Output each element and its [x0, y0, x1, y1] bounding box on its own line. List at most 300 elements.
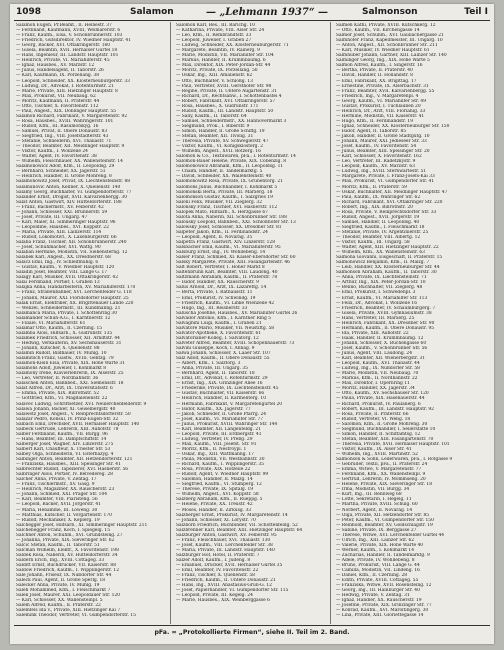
- directory-entry: — Hugo, Kfm., II. Ferdinandstr. 19: [336, 118, 414, 124]
- directory-entry: Salvador Antonio, Kfm., I. Kärntner Ring 5: [176, 315, 271, 321]
- directory-entry: Salbinger Anton, Beamter, XII. Hetzendorferstr. 121: [16, 457, 133, 463]
- directory-entry: — Karl, Musiker, IV. Wiedner Hauptstr. 61: [336, 48, 430, 54]
- directory-entry: Salamar Otto, Kaufm., II. Czerning. 15: [16, 325, 103, 331]
- directory-entry: — Rudolf, Agent, V. Wiedner Hauptstr. 99: [176, 472, 269, 478]
- directory-entry: — Moses, Händler, II. Zirkusg. 33: [176, 507, 252, 513]
- directory-entry: — Rosa, Hausbes., X. Gudrunstr. 171: [176, 103, 259, 109]
- directory-entry: Salawa Johann, Bäcker, XI. Geiselbergstr. 40: [16, 406, 116, 412]
- directory-entry: — Marie, Modistin, VII. Neubaug. 70: [336, 371, 419, 377]
- directory-entry: — Franz, Bäckermstr., XV. Felberstr. 42: [16, 204, 104, 210]
- directory-entry: Saladin Josef, Beamter, VIII. Lange G. 17: [16, 270, 108, 276]
- directory-entry: — Jakob, Händler, II. Große Stadtgutg. 10: [336, 134, 430, 140]
- directory-entry: Saluscha Josefine, Hausbes., XV. Mariahilfer Gürtel 26: [176, 310, 298, 316]
- directory-entry: — Olga, Private, XII. Hetzendorfer Str. 85: [336, 512, 430, 518]
- directory-entry: — Emil, Beamter, IV. Favoritenstr. 22: [176, 568, 259, 574]
- directory-entry: — Ludwig, Ing., XVIII. Sternwartestr. 51: [336, 169, 427, 175]
- directory-entry: — Viktor, Kaufm., III. Ungarg. 58: [336, 240, 410, 246]
- directory-entry: Salaschek Anton, Bahnbed., XXI. Siemensstr. 18: [16, 381, 124, 387]
- directory-entry: — Siegmund, Prok., I. Biberstr. 9: [176, 123, 250, 129]
- directory-entry: Salmonowicz Benjamin, Kfm., II. Malzg. 7: [336, 260, 430, 266]
- directory-entry: — Josef, Kaufm., VI. Mariahilfer Str. 77: [176, 416, 264, 422]
- directory-entry: — Viktor, Kaufm., IX. Alser Str. 41: [336, 446, 412, 452]
- directory-entry: — David, Händler, II. Hollandstr. 8: [336, 73, 413, 79]
- directory-entry: — Leo, Vertreter, III. Radetzkystr. 9: [336, 159, 416, 165]
- directory-entry: — Theresia, Private, XV. Schweglerstr. 47: [176, 139, 269, 145]
- directory-entry: — Norbert, Agent, II. Novarag. 14: [336, 507, 413, 513]
- directory-entry: — Paul, Vertreter, XVIII. Gersthofer Str. 98: [176, 83, 272, 89]
- directory-entry: — Valerie, Private, XIX. Hohe Warte 40: [336, 542, 424, 548]
- directory-entry: — Siegmund, Buchhändler, I. Seilerstätte 10: [336, 426, 436, 432]
- column-3: [336, 23, 485, 623]
- directory-entry: — Theresia, Private, XVII. Hernalser Hauptstr. 101: [336, 441, 450, 447]
- directory-entry: Salomonson Gustav, Kaufm., I. Salzgries 19: [176, 194, 273, 200]
- directory-entry: Salat Alfred, Dr., Arzt, IX. Universitätsstr. 6: [16, 386, 113, 392]
- directory-entry: — Robert, Kaufm., III. Landstr. Hauptstr. 92: [336, 406, 434, 412]
- directory-entry: — Johann, Schmied, XXI. Prager Str. 104: [16, 492, 108, 498]
- directory-entry: — Friedrich, Gutsdirektor, IV. Wiedner Hauptstr. 41: [16, 38, 132, 44]
- directory-entry: — Friedrich, Beamter, IV. Schaumburgerg. 7: [336, 305, 436, 311]
- directory-entry: — Heinrich, Fabrikant, XX. Dresdner Str. 90: [336, 320, 435, 326]
- directory-entry: — Helene, Private, XIX. Sieveringer Str. 18: [336, 482, 433, 488]
- directory-entry: Salacz Emil, Ing., IV. Schleifmühlg. 6: [16, 260, 99, 266]
- directory-entry: Salazar Pedro, Konsul, IV. Prinz-Eugen-Str. 32: [16, 416, 119, 422]
- directory-entry: — Max, Kaufm., VIII. Josefst. Str. 91: [176, 441, 257, 447]
- directory-entry: — Therese, Witwe, XVI. Lerchenfelder Gürtel 44: [336, 532, 445, 538]
- directory-entry: Salzborn Friedrich, Buchbinder, VII. Schottenfeldg. 52: [176, 522, 298, 528]
- directory-entry: — Siegfried, Kaufm., VI. Stumperg. 12: [176, 482, 262, 488]
- directory-entry: — Ignaz, Händler, XX. Rauscherstr. 19: [336, 598, 422, 604]
- directory-entry: Salowsky Josef, Schlosser, XX. Dresdner Str. 81: [176, 224, 282, 230]
- directory-entry: — Gustav, Buchhalter, VII. Kaiserstr. 66: [176, 391, 265, 397]
- directory-entry: — Isidor, Händler, XX. Rauscherstr. 9: [176, 280, 259, 286]
- directory-entry: — Theodor, Beamter, XII. Meidlinger Hauptstr. 9: [16, 144, 125, 150]
- directory-entry: — Josefine, Private, XIX. Grinzinger Str. 77: [336, 603, 432, 609]
- directory-entry: — Margarete, Private, I. Franz-Josefs-Kai 33: [336, 174, 435, 180]
- directory-entry: — Rosa, Hausbes., XVIII. Währingerstr. 101: [16, 118, 114, 124]
- directory-entry: — Anna, Private, III. Ungarg. 35: [176, 366, 248, 372]
- directory-entry: — Wilhelm, Angest., XVII. Rötzerg. 16: [176, 149, 261, 155]
- directory-entry: — Franz, Straßenbahner, XVI. Lerchenfelder G. 118: [16, 290, 132, 296]
- directory-entry: — Emanuel, Drucker, XVII. Hernalser Gürtel 35: [176, 563, 283, 569]
- directory-entry: Salditt Ernst, Buchdrucker, VII. Kaiserstr. 88: [16, 563, 117, 569]
- directory-entry: — Wilhelm, Ing., XVIII. Martinstr. 52: [336, 451, 418, 457]
- directory-entry: — Ferdinand, Kfm., XX. Wallensteinpl. 9: [336, 472, 426, 478]
- directory-entry: — Stefanie, Schneiderin, XVI. Thaliastr. 71: [16, 139, 112, 145]
- directory-entry: — Richard, Kaufm., I. Wipplingerstr. 35: [176, 462, 264, 468]
- directory-entry: Salemfels Ida v., Private, XIII. Hietzinger Kai 7: [16, 608, 121, 614]
- directory-entry: — Rudolf, Mechaniker, X. Keplerg. 19: [16, 517, 100, 523]
- directory-entry: Salomonowitz Rosa, Private, IX. Grünentorg. 21: [176, 179, 283, 185]
- directory-entry: — Ludwig, Dr., Advokat, I. Rotenturmstr. 21: [16, 83, 114, 89]
- directory-entry: — Emil, Prokurist, I. Schwedenpl. 3: [336, 290, 416, 296]
- directory-entry: — Simon, Händler, II. Große Schiffg. 19: [176, 128, 265, 134]
- directory-entry: — Isaak, Händler, II. Krummbaumg. 12: [336, 335, 424, 341]
- directory-entry: — Leopold, Schneider, XX. Klosterneuburgerstr. 33: [16, 78, 130, 84]
- directory-entry: Salomons Julius, Buchhändler, I. Kohlmarkt 5: [176, 184, 278, 190]
- directory-entry: Salberger Josef, Wagner, XIV. Linzerstr. 275: [16, 441, 114, 447]
- directory-entry: — Hans, Ing., XVIII. Anastasius-Grün-G. 12: [176, 583, 272, 589]
- directory-entry: — Wenzel, Schneidermstr., III. Kundmanng. 21: [16, 305, 121, 311]
- directory-entry: — Samuel, Privat, II. Obere Donaustr. 83: [16, 128, 108, 134]
- directory-entry: — Bernhard, Agent, II. Taborstr. 18: [176, 371, 255, 377]
- directory-entry: Salamon-Klein Elsa, Private, XIX. Hohe Warte 31: [16, 361, 125, 367]
- directory-entry: — Friedrich, Ing., V. Margaretenpl. 4: [336, 93, 419, 99]
- header-part: Teil I: [464, 7, 488, 17]
- directory-entry: — Leopold, Kaufm., XV. Märzstr. 63: [336, 164, 415, 170]
- directory-entry: — Felix, Dr., Advokat, I. Wollzeile 16: [336, 300, 418, 306]
- directory-entry: — Georg, Ing., III. Hainburger Str. 40: [336, 588, 420, 594]
- directory-entry: — Matthias, Kutscher, II. Vorgartenstr. 170: [16, 512, 112, 518]
- directory-entry: — Johann, Kutscher, X. Quellenstr. 88: [16, 346, 100, 351]
- directory-entry: — Robert, Ing., XIX. Billrothstr. 20: [336, 204, 413, 210]
- directory-entry: Salt Robert, Vertreter, I. Hoher Markt 8: [176, 265, 265, 271]
- directory-entry: — Ludwig, Ing., IX. Nußdorfer Str. 58: [336, 366, 420, 372]
- directory-entry: — Walter, Agent, XIII. Hietzinger Hauptstr. 22: [336, 245, 439, 251]
- directory-entry: — Karl, Beamter, XII. Wienerbergstr. 31: [336, 356, 426, 362]
- directory-entry: Salber Ferdinand, Kaufm., VII. Burgg. 96: [16, 431, 108, 437]
- directory-entry: Salser Franz, Schmied, XI. Kaiser-Ebersdorfer Str. 60: [176, 255, 296, 261]
- directory-entry: — Simon, Händler, II. Schiffamtsg. 12: [336, 431, 421, 437]
- directory-entry: — David, Schneider, XX. Wallensteinstr. 40: [176, 174, 272, 180]
- directory-entry: — Hans, Vertreter, III. Marxerg. 25: [336, 315, 415, 321]
- directory-entry: — Johanna, Private, XIX. Sieveringer Str. 62: [16, 537, 115, 543]
- directory-entry: — Stefan, Beamter, XII. Tivolig. 31: [176, 134, 254, 140]
- header-title: — „Lehmann 1937“ —: [206, 7, 329, 18]
- directory-entry: — Max, Direktor, I. Opernring 11: [336, 381, 410, 387]
- directory-entry: Salmonson & Sohn, Lederwaren, pFa., I. Rotgasse 9: [336, 457, 453, 463]
- directory-entry: — Max, Prokurist, VI. Gumpendorfer Str. 41: [336, 179, 435, 185]
- directory-entry: — Ernestine, Private, IX. Alserbachstr. 31: [336, 83, 429, 89]
- directory-entry: Salbrechter Rudolf, Tapezierer, XVI. Hasnerstr. 56: [16, 467, 129, 473]
- directory-entry: — Katharina, Private, VIII. Alser Str. 24: [176, 28, 265, 34]
- directory-entry: — Martha, Private, XVIII. Schulg. 60: [336, 502, 418, 508]
- directory-entry: Saltzmann Abraham, Kaufm., II. Praterstr. 78: [176, 275, 278, 281]
- directory-entry: — Franz, Beamter, XVII. Kalvarienbergg. 55: [336, 88, 435, 94]
- directory-entry: — Otto, Kaufm., XV. Sechshauser Str. 120: [336, 391, 429, 397]
- directory-entry: Salamek Friedrich, Schlosser, XII. Arndtstr. 44: [16, 335, 120, 341]
- directory-entry: Salamanca Maria, Private, I. Schottenring 30: [16, 310, 118, 316]
- directory-entry: — Leopold, Agent, II. Novarag. 35: [176, 234, 253, 240]
- directory-entry: — Wilhelm, Kfm., XX. Wallensteinstr. 63: [336, 250, 425, 256]
- directory-entry: Salpeter Jakob, Kfm., II. Ferdinandstr. 24: [176, 229, 268, 235]
- directory-entry: Salagy Karl, Musiker, XVII. Ottakringerstr. 42: [16, 275, 118, 281]
- directory-entry: — Ulrich, Ing., XIII. Lainzer Str. 62: [336, 537, 415, 543]
- directory-entry: — Rosa, Private, II. Praterstr. 66: [336, 411, 409, 417]
- directory-entry: Salmhofer Franz, Kapellmeister, III. Ungarg. 10: [336, 38, 443, 44]
- directory-entry: — Oskar, Buchhalter, XII. Meidlinger Hauptstr. 47: [336, 189, 448, 195]
- directory-entry: — Siegfried, Kaufm., I. Fleischmarkt 18: [336, 224, 425, 230]
- directory-entry: Salopek Mato, Hilfsarb., X. Herzgasse 67: [176, 209, 268, 215]
- directory-entry: — Gustav, Kaufm., V. Wiedner Hauptstr. 120: [16, 265, 115, 271]
- directory-entry: — Paula, Private, XIX. Hasenauerstr. 44: [336, 396, 425, 402]
- directory-entry: Salamony Irene, Klavierlehrerin, IX. Alserstr. 25: [16, 371, 124, 377]
- directory-entry: — Leo, Kfm., II. Rembrandtstr. 33: [176, 33, 252, 39]
- directory-entry: — Leopold, Private, III. Kegelg. 24: [176, 593, 253, 599]
- directory-entry: — Konrad, Kaufm., XVI. Maroltingerg. 30: [336, 608, 429, 614]
- directory-entry: — Hedwig, Private, V. Zentag. 31: [336, 593, 410, 599]
- directory-entry: — Ernst, Kaufm., VI. Mariahilfer Str. 113: [336, 295, 428, 301]
- directory-entry: — Isidor, Agent, II. Taborstr. 85: [336, 128, 407, 134]
- directory-entry: Saleck Paul, Agent, II. Große Sperlg. 18: [16, 578, 106, 584]
- directory-entry: — Karl, Kaufmann, IX. Porzellang. 38: [16, 73, 100, 79]
- directory-entry: — Sabine, Private, IX. Berggasse 27: [336, 527, 417, 533]
- directory-entry: Salander Ernst, Drogist, XVII. Kalvarienbergg. 30: [16, 194, 127, 200]
- directory-entry: Salem Alfred, Kaufm., II. Praterstr. 22: [16, 603, 101, 609]
- directory-entry: Salomonski Berta, Private, III. Marxerg. 18: [176, 189, 273, 195]
- directory-entry: — Paula, Modistin, VII. Westbahnstr. 30: [176, 457, 265, 463]
- directory-entry: — Friedrich, Kaufm., II. Untere Donaustr. 21: [176, 578, 276, 584]
- directory-entry: Salvagnini Luigi, Kaufm., I. Graben 21: [176, 320, 262, 326]
- directory-entry: — Samuel, Schneidermstr., XX. Hannovermarkt 3: [176, 118, 287, 124]
- directory-entry: Salat Anton, Gastwirt, XIV. Hütteldorferstr. 188: [16, 199, 122, 205]
- directory-entry: Salvatorianer-Kolleg, I. Salvatorg. 12: [176, 335, 259, 341]
- directory-entry: — Markus, Kfm., II. Nordbahnstr. 22: [336, 376, 418, 382]
- directory-entry: — Rosa, Private, XIX. Hofzeile 22: [176, 467, 251, 473]
- directory-entry: — Maria, Private, III. Landstr. Hauptstr. 140: [176, 547, 275, 553]
- directory-entry: — Leopoldine, Hausbes., XVI. Koppstr. 22: [16, 224, 109, 230]
- directory-entry: Salveter Alfred, Beamter, XVIII. Schopenhauerstr. 73: [176, 340, 295, 346]
- page-number: 1098: [16, 7, 42, 17]
- directory-entry: — Anton, Angest., XII. Schönbrunner Str. 211: [336, 43, 438, 49]
- directory-entry: — Franz, Tischler, X. Quellenstr. 58: [176, 573, 255, 579]
- directory-entry: — Josef, Kaufm., V. Schönbrunner Str. 56: [336, 346, 428, 351]
- directory-entry: Salz Adolf, Kaufm., II. Obere Donaustr. 55: [176, 356, 270, 362]
- directory-entry: — Franz, Tischlermstr., XV. Gasg. 9: [16, 482, 95, 488]
- directory-entry: Salbey Olga, Schneiderin, VI. Esterhazyg. 4: [16, 451, 114, 457]
- directory-entry: — Hugo, Ing., III. Reisnerstr. 33: [176, 305, 248, 311]
- directory-entry: Salminger Georg, Ing., XIX. Hohe Warte 5: [336, 58, 430, 64]
- directory-entry: Salvatore Mario, Musiker, VII. Neustiftg. 58: [176, 325, 275, 331]
- directory-entry: — Reinhold, Beamter, XV. Goldschlagstr. 19: [336, 522, 433, 528]
- directory-entry: — Johann, Schlosser, XXI. Brünnerstr. 59: [16, 209, 108, 215]
- directory-entry: Salsburg Ernst, Ing., IV. Wohllebeng. 14: [176, 250, 266, 256]
- directory-entry: — Therese, Private, IX. Spitalg. 19: [176, 487, 254, 493]
- directory-entry: — Emma, Witwe, V. Margaretenstr. 77: [336, 467, 422, 473]
- directory-entry: Salomon-Bauer Helene, Private, XIX. Cobenzlg. 8: [176, 159, 287, 165]
- directory-entry: — Hermine, Modistin, VII. Kaiserstr. 41: [336, 113, 425, 119]
- directory-entry: Salsbacher Emil, Kaufm., VI. Mariahilferstr. 95: [176, 245, 281, 251]
- directory-entry: Salzbrenner Karl, Beamter, XIII. Hietzinger Hauptstr. 64: [176, 527, 303, 533]
- directory-entry: Salvator-Apotheke, X. Favoritenstr. 61: [176, 330, 262, 336]
- directory-entry: — Richard, Dr., Rechtsanw., I. Schottenbastei 4: [176, 93, 282, 99]
- directory-entry: — Gisela, Private, XVIII. Gymnasiumstr. 38: [336, 310, 432, 316]
- directory-entry: Salbringer Alois, Portier, IV. Belvedereg. 28: [16, 472, 113, 478]
- directory-entry: Salaban Hermine, Modistin, VII. Siebensterng. 12: [16, 250, 128, 256]
- directory-entry: — Benno, Buchhalter, VII. Zieglerg. 48: [336, 285, 423, 291]
- directory-entry: — Rudolf, Kaufm., III. Landstr. Hauptstr. 50: [176, 108, 274, 114]
- directory-entry: — Bertha, Private, II. Praterstr. 40: [336, 68, 413, 74]
- directory-entry: — Heinrich, Private, VI. Mariahilferstr. 45: [16, 58, 110, 64]
- directory-entry: — Karl, Maler, XI. Simmeringer Hauptstr. 96: [16, 219, 116, 225]
- directory-entry: — Johann, Maurer, XXI. Floridsdorfer Hauptstr. 25: [16, 295, 129, 301]
- directory-entry: Salamon Eugen, Pr.Beamt., II. Heinestr. 37: [16, 23, 112, 28]
- directory-entry: — Heinrich, Magaziner, XX. Rauscherstr. 23: [16, 487, 115, 493]
- directory-entry: Salchner Anton, Schuhm., XVI. Grundsteing. 27: [16, 532, 123, 538]
- directory-entry: Salak Ernst, Elektriker, XX. Brigittenauer Lände 220: [16, 300, 134, 306]
- directory-entry: Salmon Alfred, Kaufm., I. Singerstr. 16: [336, 63, 423, 69]
- directory-entry: — Georg, Bäcker, XVI. Ottakringerstr. 160: [16, 43, 111, 49]
- directory-entry: Saloni Felix, Musiker, VII. Zieglerg. 32: [176, 199, 263, 205]
- directory-entry: — Bernhard, Schneider, XX. Jägerstr. 51: [16, 169, 106, 175]
- directory-entry: — Marie, Private, XIII. Hietzinger Hauptstr. 8: [16, 88, 118, 94]
- directory-entry: — Julius, Agent, VIII. Laudong. 24: [336, 351, 413, 357]
- header-right-word: Salmonson: [362, 7, 418, 17]
- directory-entry: Salai Ferdinand, Portier, I. Graben 13: [16, 280, 100, 286]
- directory-entry: — Helene, Private, XX. Treustr. 42: [176, 502, 253, 508]
- directory-entry: — Josef, Papierhändler, VI. Gumpendorfer Str. 115: [176, 588, 289, 594]
- directory-entry: — Karl, Schlosser, X. Favoritenstr. 162: [336, 154, 422, 160]
- directory-entry: — Emma, Private, XIX. Billrothstr. 52: [16, 391, 99, 397]
- directory-entry: Salmhuber Johann, Gärtner, XIII. Lainzer Str. 140: [336, 53, 447, 59]
- directory-entry: Salamon Richard, Fabrikant, V. Margaretenstr. 92: [16, 113, 128, 119]
- directory-entry: — Kurt, Ing., III. Rennweg 68: [336, 492, 402, 498]
- directory-entry: — Max, Prokurist, VII. Neubaug. 62: [16, 93, 96, 99]
- directory-entry: — Julius, Beamter, XIII. Speisinger Str. 20: [336, 149, 430, 155]
- directory-entry: Salavec Ludwig, Schriftsetzer, XVI. Neulerchenfelderstr. 9: [16, 401, 147, 407]
- directory-entry: Salzberger Ernst, Prokurist, IV. Margaretenstr. 14: [176, 512, 288, 518]
- directory-entry: — Hans, Ingenieur, III. Landstr. Hauptstr. 101: [16, 53, 119, 59]
- directory-entry: — Samuel, Händler, II. Leopoldsg. 40: [336, 219, 420, 225]
- directory-entry: Salamba Alois, Hilfsarb., X. Gudrunstr. 135: [16, 330, 113, 336]
- directory-entry: — Hermann, Kaufm., II. Obere Donaustr. 95: [336, 325, 435, 331]
- directory-entry: — Otto, Kaufm., VII. Kirchengasse 14: [336, 28, 420, 34]
- directory-entry: Salzburger Anton, Gastwirt, XV. Felberstr. 95: [176, 532, 277, 538]
- directory-entry: — Camilla, Modistin, VII. Lindeng. 16: [336, 568, 420, 574]
- directory-entry: Salousky Leopold, Bahnbed., XXI. Schloßhofer Str. 13: [176, 219, 296, 225]
- directory-entry: Saleh Mohammed, Kfm., I. Fleischmarkt 7: [16, 588, 111, 594]
- directory-entry: Salomon & Co., Textilwaren, pFa., I. Rotenturmstr. 14: [176, 154, 296, 160]
- column-2: [176, 23, 325, 623]
- directory-entry: — Johann, Schlosser, XI. Lorystr. 70: [176, 517, 256, 523]
- directory-entry: Salbeck Gertrude, Lehrerin, XIII. Auhofstr. 78: [16, 426, 119, 432]
- header-left-word: Salamon: [130, 7, 174, 17]
- directory-entry: — Daniel, Kfm., II. Czerning. 28: [336, 573, 408, 579]
- directory-entry: Salmer Josef, Schuhm., XVI. Gaullachergasse 21: [336, 33, 444, 39]
- directory-entry: Salmonson Abraham, Kaufm., II. Taborstr. 30: [336, 270, 437, 276]
- directory-entry: Sale Johann, Friseur, IX. Nußdorfer Str. 44: [16, 573, 112, 579]
- directory-entry: — Peter, Kaufm., VI. Gumpendorfer Str. 150: [336, 517, 434, 523]
- directory-entry: Salbert Karl, Chauffeur, X. Triester Str. 53: [16, 446, 111, 452]
- directory-entry: — Franziska, Hausbes., XIII. Speisinger Str. 41: [16, 462, 121, 468]
- directory-entry: — Paul, Kaufm., IX. Währinger Str. 62: [336, 194, 421, 200]
- directory-entry: — Karl, Beamter, VIII. Piaristeng. 56: [16, 497, 98, 503]
- directory-entry: — Hans, Beamter, III. Dampfschiffstr. 14: [16, 436, 107, 442]
- directory-entry: — Gertrud, Lehrerin, IV. Mommseng. 20: [336, 477, 426, 483]
- directory-entry: — Heinrich, Händler, II. Karmeliterg. 10: [176, 396, 266, 402]
- directory-entry: — Heinrich, Dr., Arzt, VIII. Florianig. 33: [336, 108, 426, 114]
- directory-entry: Salonsky Franz, Tischler, XVI. Hasnerstr. 112: [176, 204, 278, 210]
- directory-entry: — Isidor, Kaufm., XX. Jägerstr. 77: [176, 406, 251, 412]
- directory-entry: — Paul, Angest., XIX. Döblinger Hauptstr. 55: [16, 108, 116, 114]
- directory-entry: Saltenbrunn Karl, Beamter, VIII. Laudong. 40: [176, 270, 278, 276]
- directory-entry: — Emil, Fabrikant, XX. Brigittag. 17: [336, 78, 417, 84]
- directory-entry: — Maria, Private, XIII. Lainzerstr. 114: [16, 229, 102, 235]
- directory-entry: Saldow Friedrich, Kaufm., I. Wipplingerstr. 12: [16, 568, 120, 574]
- directory-entry: — Regine, Private, II. Untere Augartenstr. 31: [176, 88, 277, 94]
- directory-entry: Salomonowicz Abraham, Kfm., II. Leopoldsg. 11: [176, 164, 284, 170]
- directory-entry: Salemink Theodor, Vertreter, VI. Gumpendorferstr. 15: [16, 613, 136, 619]
- page-header: [10, 4, 494, 20]
- directory-entry: Salwa Johann, Schlosser, X. Laaer Str. 107: [176, 351, 271, 357]
- directory-entry: — Bruno, Prokurist, VIII. Lange G. 44: [336, 563, 420, 569]
- directory-entry: — Johann, Schlosser, X. Buchengasse 60: [336, 340, 427, 346]
- directory-entry: Salvini Giuseppe, Koch, I. Annag. 9: [176, 346, 255, 351]
- directory-entry: — Ignaz, Schneider, XX. Klosterneuburger Str. 150: [336, 123, 450, 129]
- directory-entry: — Leopold, Juwelier, I. Graben 27: [176, 38, 252, 44]
- directory-entry: Salaba Franz, Tischler, XII. Schönbrunnerstr. 240: [16, 240, 127, 246]
- directory-entry: — Rudolf, Vertreter, VI. Webg. 18: [336, 416, 411, 422]
- directory-entry: Salamin Rudolf, Bildhauer, IV. Mühlg. 10: [16, 351, 107, 357]
- directory-entry: — Gisela, Beamtin, XVII. Hernalser Gürtel 18: [16, 48, 118, 54]
- directory-entry: — Filiale, VI. Mariahilferstr. 61: [16, 320, 86, 326]
- directory-entry: — Rosa, Private, V. Reinprechtsdorfer Str. 33: [336, 209, 437, 215]
- column-1: [16, 23, 165, 623]
- directory-entry: — Moritz, Händler, XX. Jägerstr. 34: [336, 386, 415, 392]
- directory-page: [10, 4, 494, 644]
- directory-entry: Salchenegger Franz, Koch, I. Spiegelg. 15: [16, 527, 110, 533]
- directory-entry: Salamonowicz Adolf, Kfm., II. Leopoldsg. 29: [16, 164, 115, 170]
- directory-entry: — Marie, Hausbes., XIX. Weinberggasse 6: [176, 598, 270, 604]
- directory-entry: Saldern Erich, Ing., XVIII. Cottageg. 33: [16, 557, 105, 563]
- directory-entry: Salabek Karl, Angest., XX. Dresdnerstr. 68: [16, 255, 111, 261]
- directory-entry: — Otto, Tischler, X. Favoritenstr. 112: [16, 103, 99, 109]
- directory-entry: — Theodor, Beamter, VIII. Albertg. 12: [336, 234, 421, 240]
- directory-entry: — Stefan, Beamter, XIII. Fasangartenstr. 70: [336, 436, 434, 442]
- directory-entry: — Rudolf, Angest., XVII. Jörgerstr. 19: [336, 214, 420, 220]
- directory-entry: Salamitsch Franz, Gastw., XVIII. Gentzg. 79: [16, 356, 114, 362]
- directory-entry: — Jakob, Schneider, II. Große Pfarrg. 24: [176, 411, 267, 417]
- column-separator: [330, 22, 331, 624]
- directory-entry: Salota Anna, Näherin, XII. Schönbrunner Str. 188: [176, 214, 287, 220]
- directory-entry: Salchegger Josef, Hilfsarb., XI. Simmeringer Hauptstr. 211: [16, 522, 148, 528]
- directory-entry: — Stefanie, Private, IV. Argentinierstr. 25: [336, 229, 429, 235]
- directory-entry: Salek Josef, Maurer, XXI. Leopoldauer Str. 120: [16, 593, 120, 599]
- directory-entry: Salomon Karl, Bes., III. Barichg. 10: [176, 23, 255, 28]
- directory-entry: — Edith, Private, XVIII. Cottageg. 55: [336, 578, 419, 584]
- directory-entry: Saldek Rosa, Näherin, XV. Hütteldorferstr. 34: [16, 552, 118, 558]
- directory-entry: — Karl, Schlosser, XX. Wallensteinpl. 5: [16, 598, 103, 604]
- directory-entry: — Markus, Händler, II. Krummbaumg. 6: [176, 58, 266, 64]
- directory-entry: — Moritz, Kaufmann, II. Praterstr. 44: [16, 98, 100, 104]
- header-rule: [14, 20, 490, 21]
- directory-entry: — Hermann, Fabrikant, V. Margaretengürtel 20: [176, 401, 283, 407]
- directory-entry: — Ludwig, Schneider, XX. Klosterneuburgerstr. 71: [176, 43, 289, 49]
- directory-entry: Salsky Margarete, Private, XIII. Fasangartenstr. 46: [176, 260, 290, 266]
- directory-entry: — Franz, Fleischhauer, XVI. Thaliastr. 130: [176, 537, 271, 543]
- directory-entry: Salbach Emil, Drechsler, XVII. Hernalser Hauptstr. 140: [16, 421, 140, 427]
- directory-entry: Salcic Stefan, Kaufm., II. Taborstr. 51: [16, 542, 100, 548]
- directory-entry: — Robert, Fabrikant, XVI. Ottakringerstr. 57: [176, 98, 276, 104]
- directory-entry: — Adele, Private, IV. Wohllebeng. 8: [336, 557, 415, 563]
- directory-entry: — Moritz, Kfm., II. Praterstr. 59: [336, 184, 407, 190]
- directory-entry: Salajka Anna, Handarbeiterin, XV. Mariahilferstr. 170: [16, 285, 136, 291]
- directory-entry: — Friedrich, Kaufm., VI. Linke Wienzeile 42: [176, 300, 275, 306]
- directory-entry: — Leopold, Private, III. Erdbergstr. 41: [176, 431, 262, 437]
- directory-entry: — Josef, Schuhmacher, XVI. Wattg. 90: [16, 245, 101, 251]
- directory-entry: Salamander Schuh-A.G., I. Kärntnerstr. 12: [16, 315, 111, 321]
- directory-entry: Salamunovic Anton, Kellner, X. Quellenstr. 140: [16, 184, 121, 190]
- directory-entry: — Leopold, Bäcker, XVII. Jörgerstr. 41: [16, 502, 101, 508]
- directory-entry: — Salomon, Kfm., II. Große Mohreng. 30: [336, 421, 428, 427]
- directory-entry: — Irma, Modistin, VII. Burgg. 34: [336, 487, 410, 493]
- directory-entry: — Walter, Agent, IV. Favoritenstr. 38: [16, 154, 97, 160]
- directory-entry: Salecker Anna, Private, IV. Mühlg. 19: [16, 583, 100, 589]
- directory-entry: — Georg, Kaufm., VI. Mariahilfer Str. 49: [336, 98, 426, 104]
- directory-entry: — Moritz, Private, IX. Porzellang. 50: [176, 68, 258, 74]
- directory-entry: — Lotte, Sekretärin, I. Hegelg. 11: [336, 497, 412, 503]
- directory-entry: — Rudolf, Kfm., III. Rasumofskyg. 16: [16, 123, 99, 129]
- directory-entry: — Gottfried, Kfm., VI. Magdalenenstr. 22: [16, 396, 108, 402]
